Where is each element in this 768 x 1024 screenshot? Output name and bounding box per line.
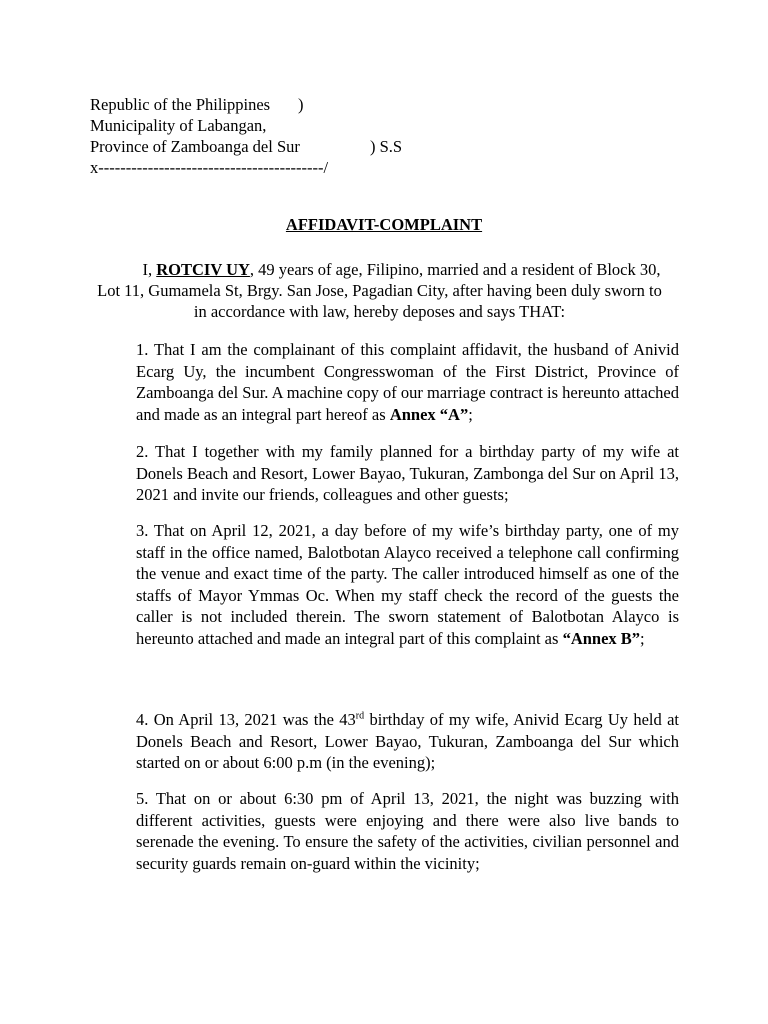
annex-a-label: Annex “A”: [389, 404, 469, 424]
caption-republic: Republic of the Philippines: [90, 95, 271, 114]
annex-b-label: “Annex B”: [562, 628, 641, 648]
paragraph-3-text: 3. That on April 12, 2021, a day before of my wife’s birthday party, one of my staff in the office named, Balotbotan Alayco received a telephone call confirming the venue and exact time of the party. The caller introduced himself as one of the staffs of Mayor Ymmas Oc. When my staff check the record of the guests the caller is not included therein. The sworn statement of Balotbotan Alayco is hereunto attached and made an integral part of this complaint as: [136, 521, 679, 648]
paragraph-1-text: 1. That I am the complainant of this complaint affidavit, the husband of Anivid Ecarg Uy, the incumbent Congresswoman of the First District, Province of Zamboanga del Sur. A machine copy of our marriage contract is hereunto attached and made as an integral part hereof as: [136, 340, 679, 424]
document-title: AFFIDAVIT-COMPLAINT: [285, 215, 483, 234]
caption-divider: x-----------------------------------------/: [90, 158, 329, 177]
paragraph-4-before: 4. On April 13, 2021 was the 43: [136, 710, 356, 729]
affiant-name: ROTCIV UY: [156, 260, 250, 279]
paragraph-3: [136, 520, 679, 650]
paragraph-3-end: ;: [640, 628, 645, 648]
paragraph-4: [136, 709, 679, 774]
paragraph-5: [136, 788, 679, 874]
intro-paragraph: [90, 259, 669, 322]
intro-text: , 49 years of age, Filipino, married and a resident of Block 30, Lot 11, Gumamela St, Brgy. San Jose, Pagadian City, after having been duly sworn to in accordance with law, hereby deposes and says THAT:: [97, 260, 662, 321]
paragraph-4-after: birthday of my wife, Anivid Ecarg Uy held at Donels Beach and Resort, Lower Bayao, Tukuran, Zamboanga del Sur which started on or about 6:00 p.m (in the evening);: [136, 710, 680, 773]
paragraph-1-end: ;: [468, 404, 473, 424]
paragraph-2: [136, 441, 679, 506]
caption-line-republic: [90, 94, 328, 115]
paragraph-5-text: 5. That on or about 6:30 pm of April 13, 2021, the night was buzzing with different activities, guests were enjoying and there were also live bands to serenade the evening. To ensure the safety of the activities, civilian personnel and security guards remain on-guard within the vicinity;: [136, 789, 679, 873]
caption-line-province: [90, 136, 403, 157]
ordinal-suffix: rd: [355, 710, 365, 722]
paragraph-1: [136, 339, 679, 425]
caption-line-municipality: [90, 115, 328, 136]
intro-prefix: I,: [142, 260, 153, 279]
venue-caption: [90, 94, 403, 178]
caption-paren: ): [298, 95, 304, 114]
caption-province: Province of Zamboanga del Sur: [90, 137, 300, 156]
caption-municipality: Municipality of Labangan,: [90, 116, 267, 135]
caption-line-divider: [90, 157, 328, 178]
caption-ss: ) S.S: [370, 137, 403, 156]
paragraph-2-text: 2. That I together with my family planned for a birthday party of my wife at Donels Beach and Resort, Lower Bayao, Tukuran, Zambonga del Sur on April 13, 2021 and invite our friends, colleagues and other guests;: [136, 442, 679, 505]
